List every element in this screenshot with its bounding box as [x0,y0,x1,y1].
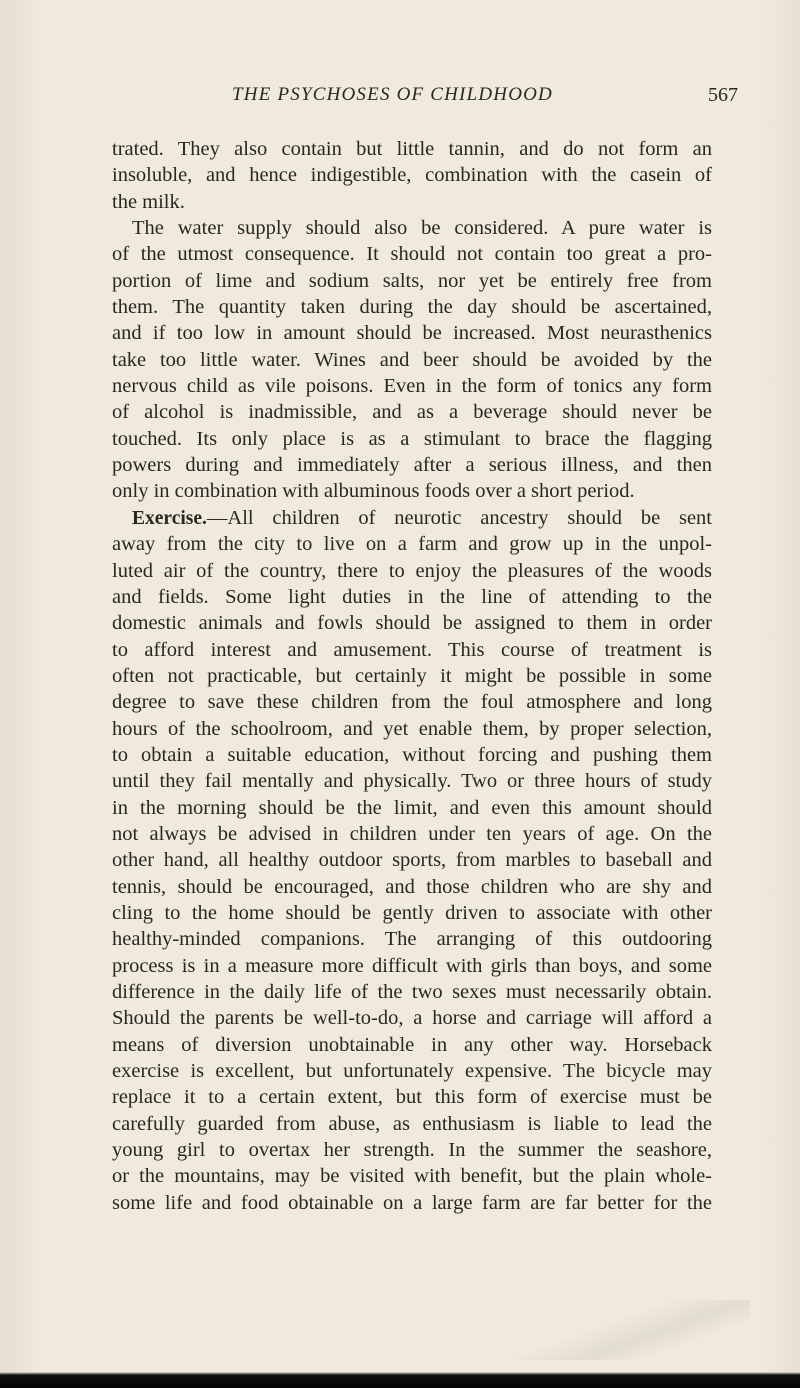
line-text: to obtain a suitable education, without forcing and pushing them [112,743,712,766]
text-line [112,663,712,689]
line-text: other hand, all healthy outdoor sports, from marbles to baseball and [112,849,712,872]
line-text: and fields. Some light duties in the line of attending to the [112,585,712,608]
text-line [112,584,712,610]
running-title: THE PSYCHOSES OF CHILDHOOD [232,84,553,105]
text-line [112,1032,712,1058]
section-heading: Exercise. [132,507,207,529]
page-number: 567 [708,84,738,106]
line-text: not always be advised in children under ten years of age. On the [112,822,712,845]
line-text: some life and food obtainable on a large farm are far better for the [112,1191,712,1214]
line-text: Should the parents be well-to-do, a horse and carriage will afford a [112,1007,712,1030]
line-text: The water supply should also be considered. A pure water is [132,217,712,240]
text-line [112,399,712,425]
line-text: often not practicable, but certainly it might be possible in some [112,664,712,687]
text-line [112,268,712,294]
line-text: or the mountains, may be visited with benefit, but the plain whole- [112,1165,712,1188]
text-line [112,926,712,952]
text-line [112,294,712,320]
line-text: domestic animals and fowls should be assigned to them in order [112,612,712,635]
text-line [112,1084,712,1110]
text-line [112,637,712,663]
text-line [112,426,712,452]
text-line [112,979,712,1005]
text-line [112,795,712,821]
line-text: carefully guarded from abuse, as enthusiasm is liable to lead the [112,1112,712,1135]
text-line [112,136,712,162]
text-line [112,742,712,768]
line-text: until they fail mentally and physically. Two or three hours of study [112,770,712,793]
line-text: and if too low in amount should be increased. Most neurasthenics [112,322,712,345]
text-line [112,215,712,241]
text-line [112,1137,712,1163]
text-line [112,874,712,900]
text-line [112,162,712,188]
line-text: to afford interest and amusement. This course of treatment is [112,638,712,661]
body-text [112,136,712,1216]
line-text: process is in a measure more difficult with girls than boys, and some [112,954,712,977]
line-text: young girl to overtax her strength. In the summer the seashore, [112,1139,712,1162]
text-line [112,320,712,346]
line-text: healthy-minded companions. The arranging of this outdooring [112,928,712,951]
line-text: exercise is excellent, but unfortunately expensive. The bicycle may [112,1060,712,1083]
line-text: of the utmost consequence. It should not contain too great a pro- [112,243,712,266]
line-text: only in combination with albuminous foods over a short period. [112,480,635,503]
text-line [112,689,712,715]
text-line [112,1005,712,1031]
text-line [112,1111,712,1137]
line-text: replace it to a certain extent, but this form of exercise must be [112,1086,712,1109]
text-line [112,1163,712,1189]
line-text: difference in the daily life of the two sexes must necessarily obtain. [112,981,712,1003]
text-line [112,900,712,926]
line-text: degree to save these children from the foul atmosphere and long [112,691,712,714]
page-header [0,84,800,114]
text-line [112,1058,712,1084]
text-line [112,768,712,794]
scan-shadow [500,1300,750,1360]
text-line [112,452,712,478]
line-text: touched. Its only place is as a stimulant to brace the flagging [112,427,712,450]
text-line [112,531,712,557]
line-text: of alcohol is inadmissible, and as a beverage should never be [112,401,712,424]
line-text: the milk. [112,190,185,213]
text-line [112,478,712,504]
text-line [112,1190,712,1216]
text-line [112,610,712,636]
text-line [112,847,712,873]
line-text: —All children of neurotic ancestry should be sent [206,506,712,529]
line-text: in the morning should be the limit, and even this amount should [112,796,712,819]
line-text: means of diversion unobtainable in any other way. Horseback [112,1033,712,1056]
text-line [112,241,712,267]
scan-bottom-edge [0,1372,800,1388]
line-text: away from the city to live on a farm and grow up in the unpol- [112,533,712,556]
line-text: take too little water. Wines and beer should be avoided by the [112,348,712,371]
line-text: portion of lime and sodium salts, nor yet be entirely free from [112,269,712,292]
line-text: hours of the schoolroom, and yet enable them, by proper selection, [112,717,712,740]
line-text: powers during and immediately after a serious illness, and then [112,454,712,477]
text-line [112,373,712,399]
line-text: nervous child as vile poisons. Even in the form of tonics any form [112,375,712,398]
line-text: them. The quantity taken during the day should be ascertained, [112,296,712,319]
text-line [112,347,712,373]
text-line [112,953,712,979]
line-text: trated. They also contain but little tannin, and do not form an [112,138,712,160]
line-text: tennis, should be encouraged, and those children who are shy and [112,875,712,898]
text-line [112,505,712,531]
line-text: cling to the home should be gently driven to associate with other [112,901,712,924]
text-line [112,716,712,742]
text-line [112,821,712,847]
line-text: insoluble, and hence indigestible, combination with the casein of [112,164,712,187]
text-line [112,189,712,215]
line-text: luted air of the country, there to enjoy the pleasures of the woods [112,559,712,582]
text-line [112,558,712,584]
